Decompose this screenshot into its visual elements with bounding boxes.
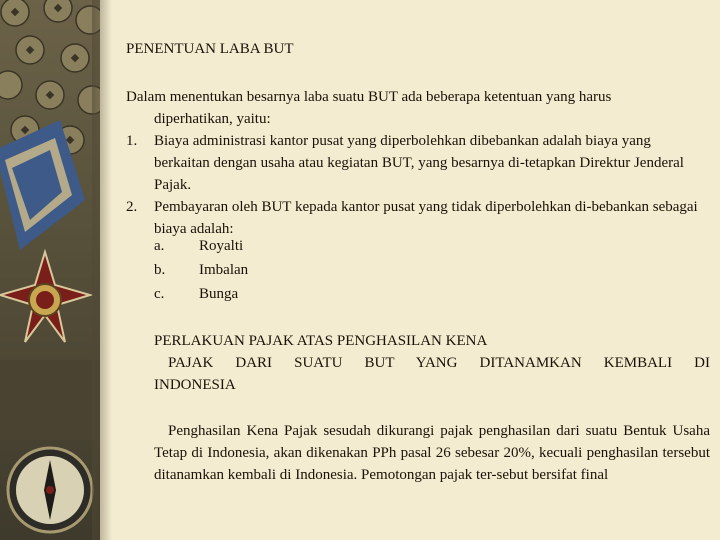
list-item-text: Pembayaran oleh BUT kepada kantor pusat yang tidak diperbolehkan di-bebankan sebagai biaya adalah: — [154, 199, 698, 237]
sublist-item — [154, 234, 248, 258]
sublist-text: Imbalan — [199, 262, 249, 278]
sublist-item — [154, 282, 248, 306]
paragraph-text: Penghasilan Kena Pajak sesudah dikurangi pajak penghasilan dari suatu Bentuk Usaha Tetap di Indonesia, akan dikenakan PPh pasal 26 sebesar 20%, kecuali penghasilan tersebut ditanamkan kembali di Indonesia. Pemotongan pajak ter-sebut bersifat final — [154, 423, 710, 483]
section-heading-line-3: INDONESIA — [154, 377, 236, 393]
numbered-list — [126, 130, 710, 240]
section-heading-line-2: PAJAK DARI SUATU BUT YANG DITANAMKAN KEMBALI DI — [168, 355, 710, 371]
list-item-number: 1. — [126, 133, 138, 149]
body-paragraph — [154, 420, 710, 486]
sublist-letter: b. — [154, 262, 166, 278]
sublist-letter: c. — [154, 286, 165, 302]
sublist-item — [154, 258, 248, 282]
intro-line-2: diperhatikan, yaitu: — [154, 111, 271, 127]
decorative-side-image — [0, 0, 100, 540]
section-heading — [154, 330, 710, 396]
list-item-number: 2. — [126, 199, 138, 215]
list-item-text: Biaya administrasi kantor pusat yang diperbolehkan dibebankan adalah biaya yang berkaitan dengan usaha atau kegiatan BUT, yang besarnya di-tetapkan Direktur Jenderal Pajak. — [154, 133, 684, 193]
medal-collage-graphic — [0, 0, 100, 540]
slide-title: PENENTUAN LABA BUT — [126, 41, 294, 57]
intro-line-1: Dalam menentukan besarnya laba suatu BUT ada beberapa ketentuan yang harus — [126, 89, 612, 105]
side-gradient-fade — [92, 0, 112, 540]
sublist-text: Royalti — [199, 238, 244, 254]
lettered-sublist — [154, 234, 248, 306]
sublist-letter: a. — [154, 238, 165, 254]
sublist-text: Bunga — [199, 286, 239, 302]
intro-paragraph — [126, 86, 710, 130]
list-item — [126, 130, 710, 196]
section-heading-line-1: PERLAKUAN PAJAK ATAS PENGHASILAN KENA — [154, 333, 488, 349]
